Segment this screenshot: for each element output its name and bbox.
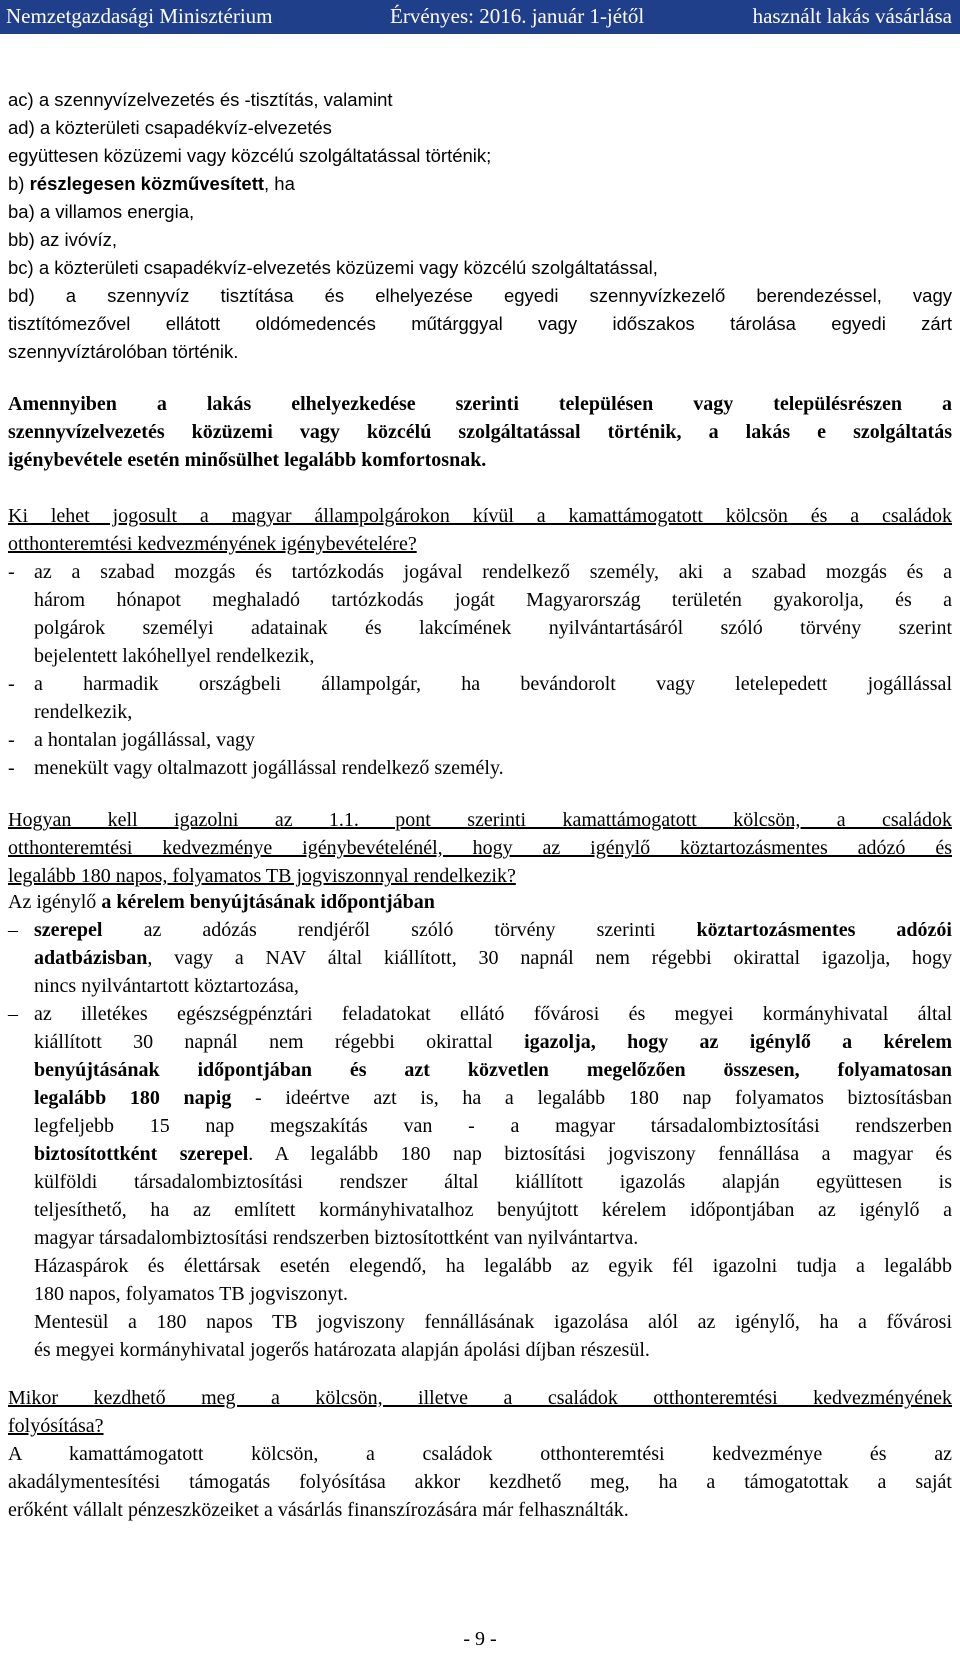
header-ministry: Nemzetgazdasági Minisztérium — [6, 4, 273, 28]
text-line: három hónapot meghaladó tartózkodás jogát Magyarország területén gyakorolja, és a — [34, 589, 952, 611]
text-line: bejelentett lakóhellyel rendelkezik, — [34, 645, 315, 667]
text-run: . A legalább 180 nap biztosítási jogviszony fennállása a magyar és — [248, 1143, 952, 1165]
text-run: kiállított 30 napnál nem régebbi okirattal — [34, 1031, 525, 1053]
text-line — [34, 1140, 952, 1168]
page-number: - 9 - — [463, 1628, 497, 1650]
text-line: tisztítómezővel ellátott oldómedencés műtárggyal vagy időszakos tárolása egyedi zárt — [8, 313, 952, 334]
bold-run: igazolja, hogy az igénylő a kérelem — [524, 1031, 952, 1053]
text-line: nincs nyilvántartott köztartozása, — [34, 975, 299, 997]
bold-run: köztartozásmentes adózói — [696, 919, 952, 941]
text-line: bb) az ivóvíz, — [8, 229, 117, 250]
text-run: , vagy a NAV által kiállított, 30 napnál nem régebbi okirattal igazolja, hogy — [147, 947, 952, 969]
text-line: menekült vagy oltalmazott jogállással rendelkező személy. — [34, 757, 504, 779]
bold-run: biztosítottként szerepel — [34, 1143, 249, 1165]
text-line: ba) a villamos energia, — [8, 201, 195, 222]
text-line — [8, 170, 952, 198]
text-run: Az igénylő — [8, 891, 102, 913]
text-line — [34, 1028, 952, 1056]
text-line: erőként vállalt pénzeszközeiket a vásárlás finanszírozására már felhasználták. — [8, 1499, 629, 1521]
text-line: bc) a közterületi csapadékvíz-elvezetés közüzemi vagy közcélú szolgáltatással, — [8, 257, 658, 278]
bold-paragraph-line: szennyvízelvezetés közüzemi vagy közcélú szolgáltatással történik, a lakás e szolgáltatás — [8, 421, 952, 443]
text-line: a harmadik országbeli állampolgár, ha bevándorolt vagy letelepedett jogállással — [34, 673, 952, 695]
list-dash: - — [8, 673, 15, 695]
question-heading: Ki lehet jogosult a magyar állampolgárokon kívül a kamattámogatott kölcsön és a családok — [8, 505, 952, 527]
text-line: és megyei kormányhivatal jogerős határozata alapján ápolási díjban részesül. — [34, 1339, 650, 1361]
list-dash: - — [8, 729, 15, 751]
text-line — [8, 888, 952, 916]
text-line: legfeljebb 15 nap megszakítás van - a magyar társadalombiztosítási rendszerben — [34, 1115, 952, 1137]
text-line: ad) a közterületi csapadékvíz-elvezetés — [8, 117, 332, 138]
text-line: 180 napos, folyamatos TB jogviszonyt. — [34, 1283, 349, 1305]
text-line — [34, 944, 952, 972]
list-dash: – — [8, 919, 18, 941]
bold-run: a kérelem benyújtásának időpontjában — [101, 891, 435, 913]
list-dash: - — [8, 561, 15, 583]
text-line: Mentesül a 180 napos TB jogviszony fennállásának igazolása alól az igénylő, ha a fővárosi — [34, 1311, 952, 1333]
bold-run: részlegesen közművesített — [29, 173, 265, 194]
bold-run: szerepel — [34, 919, 103, 941]
text-line: az a szabad mozgás és tartózkodás jogával rendelkező személy, aki a szabad mozgás és a — [34, 561, 952, 583]
bold-paragraph-line: Amennyiben a lakás elhelyezkedése szerinti településen vagy településrészen a — [8, 393, 952, 415]
text-line: A kamattámogatott kölcsön, a családok otthonteremtési kedvezménye és az — [8, 1443, 952, 1465]
question-heading: Mikor kezdhető meg a kölcsön, illetve a családok otthonteremtési kedvezményének — [8, 1387, 952, 1409]
text-line: ac) a szennyvízelvezetés és -tisztítás, valamint — [8, 89, 393, 110]
bold-paragraph-line: igénybevétele esetén minősülhet legalább komfortosnak. — [8, 449, 487, 471]
text-line — [34, 1084, 952, 1112]
question-heading: otthonteremtési kedvezménye igénybevételénél, hogy az igénylő köztartozásmentes adózó és — [8, 837, 952, 859]
text-line — [34, 916, 952, 944]
text-line: akadálymentesítési támogatás folyósítása akkor kezdhető meg, ha a támogatottak a saját — [8, 1471, 952, 1493]
text-line: a hontalan jogállással, vagy — [34, 729, 256, 751]
question-heading: legalább 180 napos, folyamatos TB jogviszonnyal rendelkezik? — [8, 865, 516, 887]
text-line: teljesíthető, ha az említett kormányhivatalhoz benyújtott kérelem időpontjában az igénylő a — [34, 1199, 952, 1221]
question-heading: folyósítása? — [8, 1415, 104, 1437]
text-run: b) — [8, 173, 30, 194]
header-topic: használt lakás vásárlása — [752, 4, 952, 28]
text-line: Házaspárok és élettársak esetén elegendő, ha legalább az egyik fél igazolni tudja a legalább — [34, 1255, 952, 1277]
text-run: , ha — [264, 173, 295, 194]
text-line: magyar társadalombiztosítási rendszerben biztosítottként van nyilvántartva. — [34, 1227, 639, 1249]
bold-run: legalább 180 napig — [34, 1087, 232, 1109]
text-line: bd) a szennyvíz tisztítása és elhelyezése egyedi szennyvízkezelő berendezéssel, vagy — [8, 285, 952, 306]
text-line: szennyvíztárolóban történik. — [8, 341, 239, 362]
list-dash: – — [8, 1003, 18, 1025]
question-heading: Hogyan kell igazolni az 1.1. pont szerinti kamattámogatott kölcsön, a családok — [8, 809, 952, 831]
text-line: az illetékes egészségpénztári feladatokat ellátó fővárosi és megyei kormányhivatal által — [34, 1003, 952, 1025]
text-run: - ideértve azt is, ha a legalább 180 nap folyamatos biztosításban — [231, 1087, 952, 1109]
text-line: benyújtásának időpontjában és azt közvetlen megelőzően összesen, folyamatosan — [34, 1059, 952, 1081]
page-header — [0, 0, 960, 34]
text-line: rendelkezik, — [34, 701, 133, 723]
text-run: az adózás rendjéről szóló törvény szerinti — [102, 919, 697, 941]
header-validity: Érvényes: 2016. január 1-jétől — [390, 4, 645, 28]
text-line: együttesen közüzemi vagy közcélú szolgáltatással történik; — [8, 145, 492, 166]
text-line: külföldi társadalombiztosítási rendszer által kiállított igazolás alapján együttesen is — [34, 1171, 952, 1193]
text-line: polgárok személyi adatainak és lakcímének nyilvántartásáról szóló törvény szerint — [34, 617, 952, 639]
bold-run: adatbázisban — [34, 947, 148, 969]
question-heading: otthonteremtési kedvezményének igénybevételére? — [8, 533, 417, 555]
list-dash: - — [8, 757, 15, 779]
